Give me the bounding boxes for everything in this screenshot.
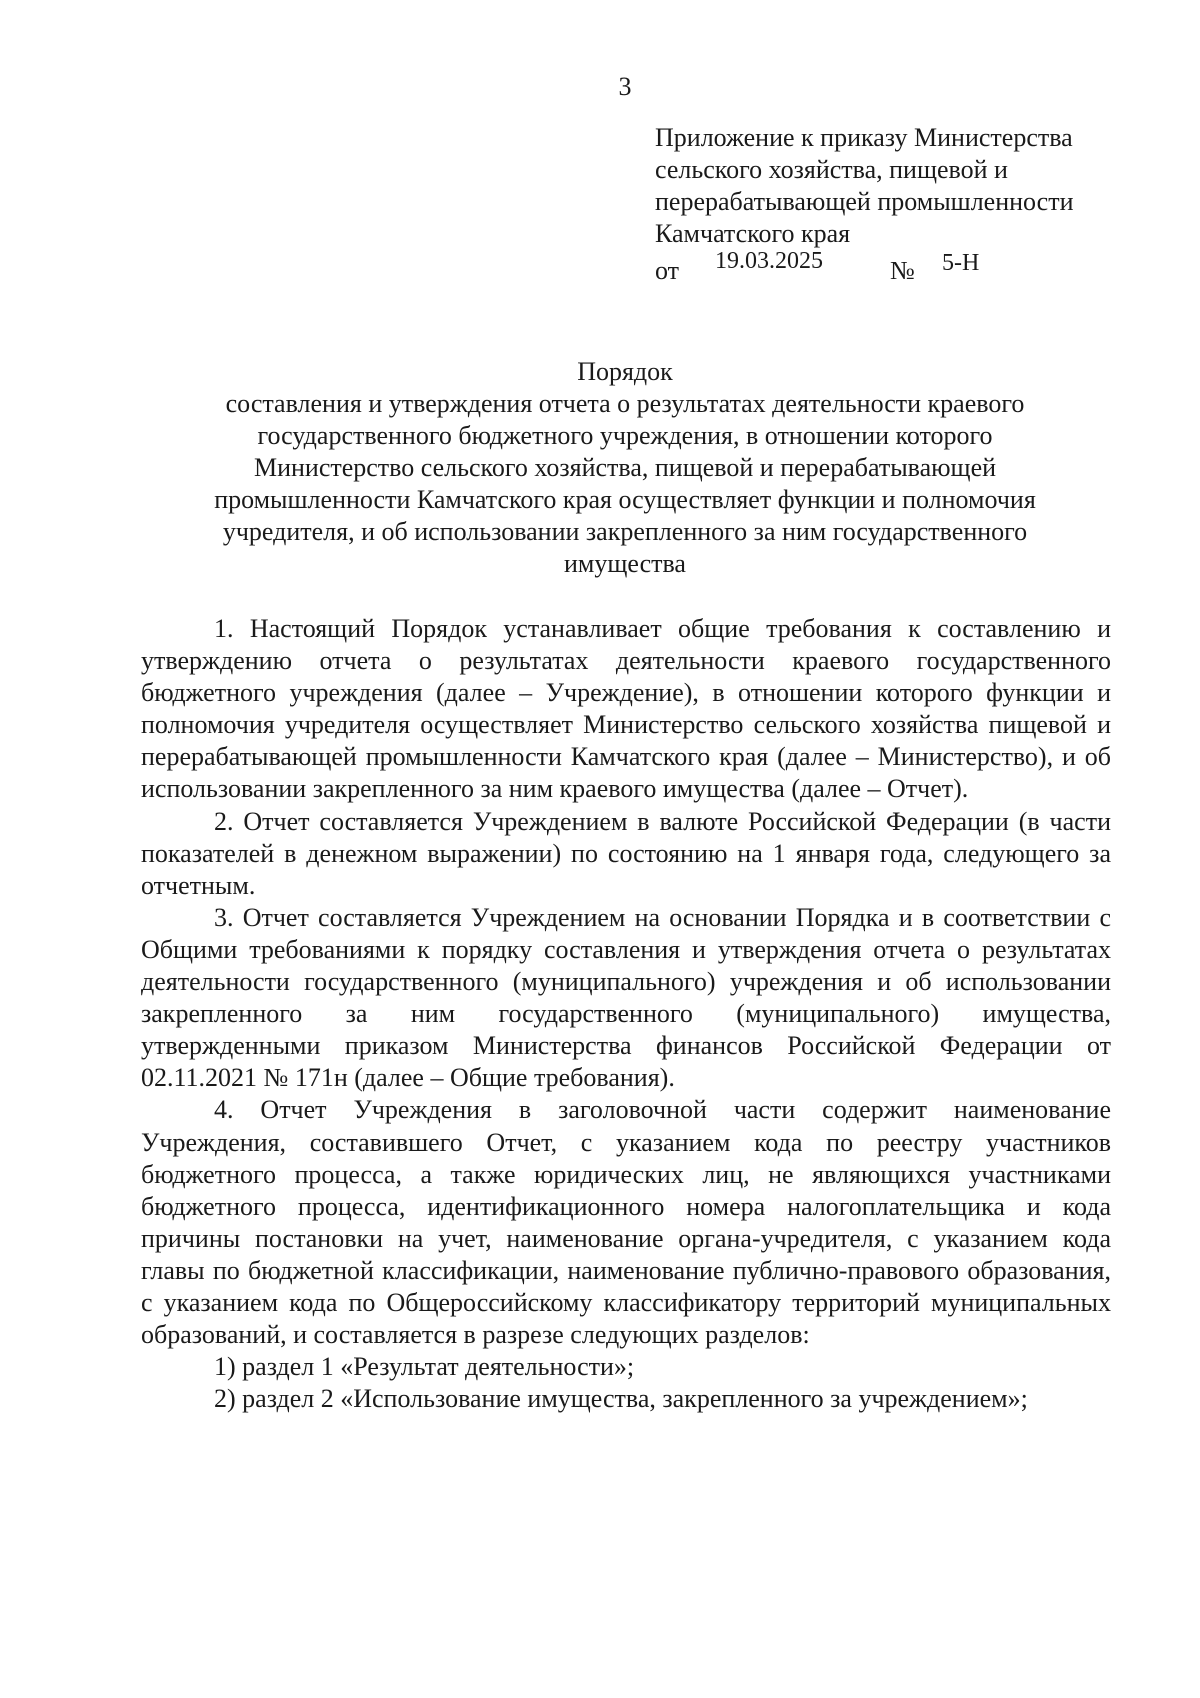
document-title <box>150 356 1100 580</box>
paragraph-3: 3. Отчет составляется Учреждением на основании Порядка и в соответствии с Общими требованиями к порядку составления и утверждения отчета о результатах деятельности государственного (муниципального) учреждения и об использовании закрепленного за ним государственного (муниципального) имущества, утвержденными приказом Министерства финансов Российской Федерации от 02.11.2021 № 171н (далее – Общие требования). <box>141 902 1111 1093</box>
paragraph-4: 4. Отчет Учреждения в заголовочной части содержит наименование Учреждения, составившего Отчет, с указанием кода по реестру участников бюджетного процесса, а также юридических лиц, не являющихся участниками бюджетного процесса, идентификационного номера налогоплательщика и кода причины постановки на учет, наименование органа-учредителя, с указанием кода главы по бюджетной классификации, наименование публично-правового образования, с указанием кода по Общероссийскому классификатору территорий муниципальных образований, и составляется в разрезе следующих разделов: <box>141 1095 1111 1350</box>
paragraph-2: 2. Отчет составляется Учреждением в валюте Российской Федерации (в части показателей в денежном выражении) по состоянию на 1 января года, следующего за отчетным. <box>141 806 1111 900</box>
appendix-block <box>655 122 1155 250</box>
order-date: 19.03.2025 <box>715 248 823 274</box>
appendix-line: Приложение к приказу Министерства <box>655 123 1073 152</box>
title-line: Министерство сельского хозяйства, пищевой и перерабатывающей <box>253 453 997 482</box>
title-line: государственного бюджетного учреждения, в отношении которого <box>257 421 993 450</box>
appendix-line: перерабатывающей промышленности <box>655 187 1074 216</box>
list-item-section-1: 1) раздел 1 «Результат деятельности»; <box>214 1352 635 1382</box>
title-line: имущества <box>564 549 686 578</box>
title-line: Порядок <box>577 357 673 386</box>
appendix-line: сельского хозяйства, пищевой и <box>655 155 1008 184</box>
order-from-label: от <box>655 256 680 285</box>
document-body <box>141 613 1111 1415</box>
paragraph-1: 1. Настоящий Порядок устанавливает общие требования к составлению и утверждению отчета о результатах деятельности краевого государственного бюджетного учреждения (далее – Учреждение), в отношении которого функции и полномочия учредителя осуществляет Министерство сельского хозяйства пищевой и перерабатывающей промышленности Камчатского края (далее – Министерство), и об использовании закрепленного за ним краевого имущества (далее – Отчет). <box>141 614 1111 804</box>
title-line: учредителя, и об использовании закрепленного за ним государственного <box>222 517 1028 546</box>
title-line: промышленности Камчатского края осуществляет функции и полномочия <box>214 485 1036 514</box>
title-line: составления и утверждения отчета о результатах деятельности краевого <box>225 389 1025 418</box>
page-number: 3 <box>618 72 632 101</box>
appendix-line: Камчатского края <box>655 219 851 248</box>
order-number: 5-Н <box>942 250 980 276</box>
order-reference <box>655 248 1155 292</box>
order-number-label: № <box>890 256 915 285</box>
list-item-section-2: 2) раздел 2 «Использование имущества, закрепленного за учреждением»; <box>214 1384 1028 1414</box>
